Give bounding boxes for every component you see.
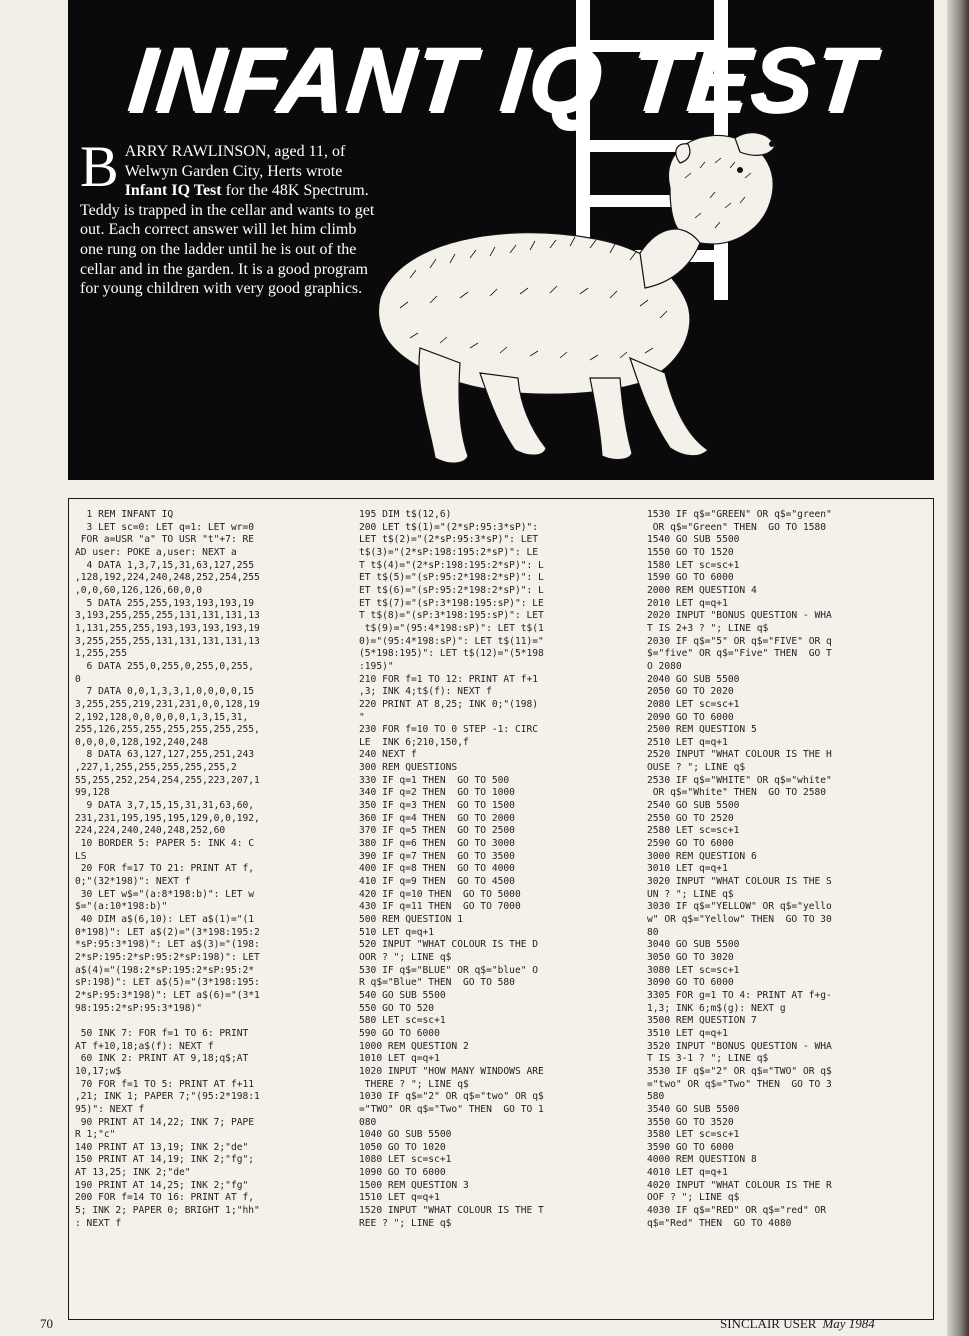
intro-lead: ARRY RAWLINSON, aged 11, of Welwyn Garden City, Herts wrote — [124, 143, 346, 180]
listing-column-2: 195 DIM t$(12,6) 200 LET t$(1)="(2*sP:95:3*sP)": LET t$(2)="(2*sP:95:3*sP)": LET t$(3)="(2*sP:198:195:2*sP)": LE T t$(4)="(2*sP:198:195:2*sP)": L ET t$(5)="(sP:95:2*198:2*sP)": L ET t$(6)="(sP:95:2*198:2*sP)": L ET t$(7)="(sP:3*198:195:sP)": LE T t$(8)="(sP:3*198:195:sP)": LET t$(9)="(95:4*198:sP)": LET t$(1 0)="(95:4*198:sP)": LET t$(11)=" (5*198:195)": LET t$(12)="(5*198 :195)" 210 FOR f=1 TO 12: PRINT AT f+1 ,3; INK 4;t$(f): NEXT f 220 PRINT AT 8,25; INK 0;"(198) " 230 FOR f=10 TO 0 STEP -1: CIRC LE INK 6;210,150,f 240 NEXT f 300 REM QUESTIONS 330 IF q=1 THEN GO TO 500 340 IF q=2 THEN GO TO 1000 350 IF q=3 THEN GO TO 1500 360 IF q=4 THEN GO TO 2000 370 IF q=5 THEN GO TO 2500 380 IF q=6 THEN GO TO 3000 390 IF q=7 THEN GO TO 3500 400 IF q=8 THEN GO TO 4000 410 IF q=9 THEN GO TO 4500 420 IF q=10 THEN GO TO 5000 430 IF q=11 THEN GO TO 7000 500 REM QUESTION 1 510 LET q=q+1 520 INPUT "WHAT COLOUR IS THE D OOR ? "; LINE q$ 530 IF q$="BLUE" OR q$="blue" O R q$="Blue" THEN GO TO 580 540 GO SUB 5500 550 GO TO 520 580 LET sc=sc+1 590 GO TO 6000 1000 REM QUESTION 2 1010 LET q=q+1 1020 INPUT "HOW MANY WINDOWS ARE THERE ? "; LINE q$ 1030 IF q$="2" OR q$="two" OR q$ ="TWO" OR q$="Two" THEN GO TO 1 080 1040 GO SUB 5500 1050 GO TO 1020 1080 LET sc=sc+1 1090 GO TO 6000 1500 REM QUESTION 3 1510 LET q=q+1 1520 INPUT "WHAT COLOUR IS THE T REE ? "; LINE q$ — [359, 509, 544, 1229]
magazine-name: SINCLAIR USER — [720, 1316, 817, 1331]
header-banner — [68, 0, 934, 480]
page-number: 70 — [40, 1316, 53, 1331]
listing-column-3: 1530 IF q$="GREEN" OR q$="green" OR q$="Green" THEN GO TO 1580 1540 GO SUB 5500 1550 GO TO 1520 1580 LET sc=sc+1 1590 GO TO 6000 2000 REM QUESTION 4 2010 LET q=q+1 2020 INPUT "BONUS QUESTION - WHA T IS 2+3 ? "; LINE q$ 2030 IF q$="5" OR q$="FIVE" OR q $="five" OR q$="Five" THEN GO T O 2080 2040 GO SUB 5500 2050 GO TO 2020 2080 LET sc=sc+1 2090 GO TO 6000 2500 REM QUESTION 5 2510 LET q=q+1 2520 INPUT "WHAT COLOUR IS THE H OUSE ? "; LINE q$ 2530 IF q$="WHITE" OR q$="white" OR q$="White" THEN GO TO 2580 2540 GO SUB 5500 2550 GO TO 2520 2580 LET sc=sc+1 2590 GO TO 6000 3000 REM QUESTION 6 3010 LET q=q+1 3020 INPUT "WHAT COLOUR IS THE S UN ? "; LINE q$ 3030 IF q$="YELLOW" OR q$="yello w" OR q$="Yellow" THEN GO TO 30 80 3040 GO SUB 5500 3050 GO TO 3020 3080 LET sc=sc+1 3090 GO TO 6000 3305 FOR g=1 TO 4: PRINT AT f+g- 1,3; INK 6;m$(g): NEXT g 3500 REM QUESTION 7 3510 LET q=q+1 3520 INPUT "BONUS QUESTION - WHA T IS 3-1 ? "; LINE q$ 3530 IF q$="2" OR q$="TWO" OR q$ ="two" OR q$="Two" THEN GO TO 3 580 3540 GO SUB 5500 3550 GO TO 3520 3580 LET sc=sc+1 3590 GO TO 6000 4000 REM QUESTION 8 4010 LET q=q+1 4020 INPUT "WHAT COLOUR IS THE R OOF ? "; LINE q$ 4030 IF q$="RED" OR q$="red" OR q$="Red" THEN GO TO 4080 — [647, 509, 832, 1229]
article-title: INFANT IQ TEST — [123, 29, 879, 131]
intro-paragraph — [80, 134, 380, 299]
program-listing — [68, 498, 934, 1320]
issue-date: May 1984 — [822, 1316, 875, 1331]
magazine-footer — [720, 1316, 875, 1332]
teddy-bear-illustration — [340, 128, 810, 478]
listing-column-1: 1 REM INFANT IQ 3 LET sc=0: LET q=1: LET wr=0 FOR a=USR "a" TO USR "t"+7: RE AD user: POKE a,user: NEXT a 4 DATA 1,3,7,15,31,63,127,255 ,128,192,224,240,248,252,254,255 ,0,0,60,126,126,60,0,0 5 DATA 255,255,193,193,193,19 3,193,255,255,255,131,131,131,13 1,131,255,255,193,193,193,193,19 3,255,255,255,131,131,131,131,13 1,255,255 6 DATA 255,0,255,0,255,0,255, 0 7 DATA 0,0,1,3,3,1,0,0,0,0,15 3,255,255,219,231,231,0,0,128,19 2,192,128,0,0,0,0,0,1,3,15,31, 255,126,255,255,255,255,255,255, 0,0,0,0,128,192,240,248 8 DATA 63,127,127,255,251,243 ,227,1,255,255,255,255,255,2 55,255,252,254,254,255,223,207,1 99,128 9 DATA 3,7,15,15,31,31,63,60, 231,231,195,195,195,129,0,0,192, 224,224,240,240,248,252,60 10 BORDER 5: PAPER 5: INK 4: C LS 20 FOR f=17 TO 21: PRINT AT f, 0;"(32*198)": NEXT f 30 LET w$="(a:8*198:b)": LET w $="(a:10*198:b)" 40 DIM a$(6,10): LET a$(1)="(1 0*198)": LET a$(2)="(3*198:195:2 *sP:95:3*198)": LET a$(3)="(198: 2*sP:195:2*sP:95:2*sP:198)": LET a$(4)="(198:2*sP:195:2*sP:95:2* sP:198)": LET a$(5)="(3*198:195: 2*sP:95:3*198)": LET a$(6)="(3*1 98:195:2*sP:95:3*198)" 50 INK 7: FOR f=1 TO 6: PRINT AT f+10,18;a$(f): NEXT f 60 INK 2: PRINT AT 9,18;q$;AT 10,17;w$ 70 FOR f=1 TO 5: PRINT AT f+11 ,21; INK 1; PAPER 7;"(95:2*198:1 95)": NEXT f 90 PRINT AT 14,22; INK 7; PAPE R 1;"c" 140 PRINT AT 13,19; INK 2;"de" 150 PRINT AT 14,19; INK 2;"fg"; AT 13,25; INK 2;"de" 190 PRINT AT 14,25; INK 2;"fg" 200 FOR f=14 TO 16: PRINT AT f, 5; INK 2; PAPER 0; BRIGHT 1;"hh" : NEXT f — [75, 509, 260, 1229]
drop-cap: B — [80, 134, 119, 199]
intro-rest: for the 48K Spectrum. Teddy is trapped in the cellar and wants to get out. Each correct answer will let him climb one rung on the ladder until he is out of the cellar and in the garden. It is a good program for young children with very good graphics. — [80, 182, 375, 298]
program-name: Infant IQ Test — [124, 182, 222, 200]
page-binding-shadow — [947, 0, 969, 1336]
